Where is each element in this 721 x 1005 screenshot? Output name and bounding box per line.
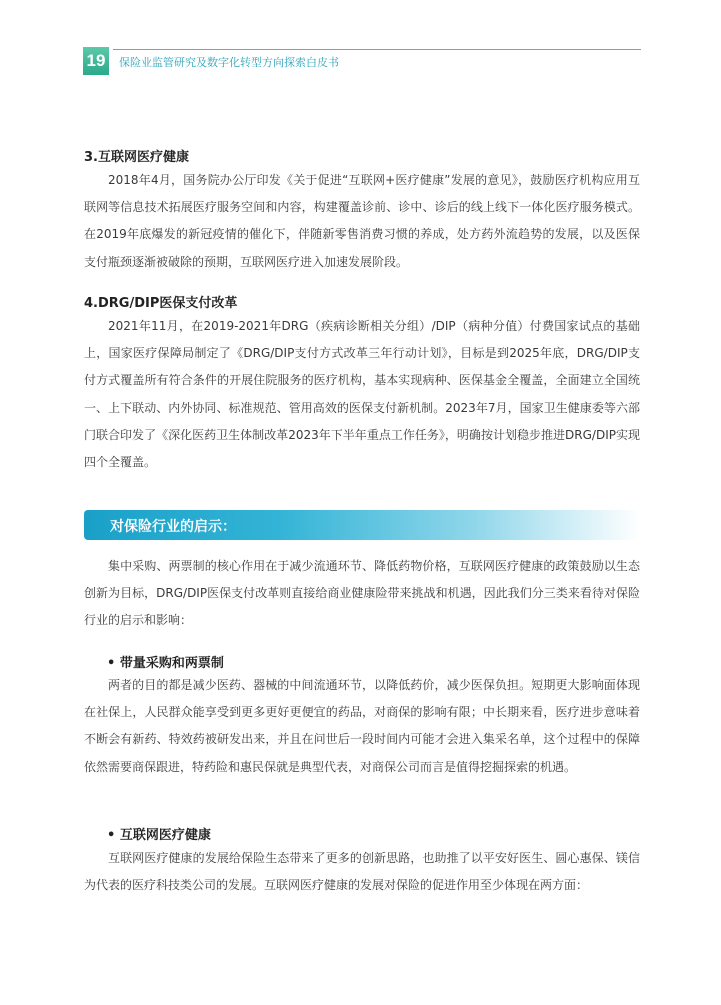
bullet-heading-procurement: • 带量采购和两票制 bbox=[107, 656, 224, 671]
paragraph-internet-medical: 2018年4月，国务院办公厅印发《关于促进“互联网+医疗健康”发展的意见》，鼓励医疗机构应用互联网等信息技术拓展医疗服务空间和内容，构建覆盖诊前、诊中、诊后的线上线下一体化医疗服务模式。在2019年底爆发的新冠疫情的催化下，伴随新零售消费习惯的养成，处方药外流趋势的发展，以及医保支付瓶颈逐渐被破除的预期，互联网医疗进入加速发展阶段。 bbox=[84, 173, 640, 269]
page-header bbox=[83, 47, 641, 75]
paragraph-internet-medical-insight: 互联网医疗健康的发展给保险生态带来了更多的创新思路，也助推了以平安好医生、圆心惠保、镁信为代表的医疗科技类公司的发展。互联网医疗健康的发展对保险的促进作用至少体现在两方面： bbox=[84, 851, 640, 893]
page-number: 19 bbox=[83, 47, 109, 75]
banner-title: 对保险行业的启示： bbox=[110, 519, 236, 535]
bullet-heading-internet-medical: • 互联网医疗健康 bbox=[107, 828, 211, 843]
header-divider bbox=[113, 49, 641, 50]
section-heading-internet-medical: 3.互联网医疗健康 bbox=[84, 150, 189, 165]
paragraph-insight-intro: 集中采购、两票制的核心作用在于减少流通环节、降低药物价格，互联网医疗健康的政策鼓励以生态创新为目标，DRG/DIP医保支付改革则直接给商业健康险带来挑战和机遇，因此我们分三类来看待对保险行业的启示和影响： bbox=[84, 559, 640, 628]
section-heading-drg-dip: 4.DRG/DIP医保支付改革 bbox=[84, 296, 238, 311]
paragraph-drg-dip: 2021年11月，在2019-2021年DRG（疾病诊断相关分组）/DIP（病种分值）付费国家试点的基础上，国家医疗保障局制定了《DRG/DIP支付方式改革三年行动计划》，目标是到2025年底，DRG/DIP支付方式覆盖所有符合条件的开展住院服务的医疗机构，基本实现病种、医保基金全覆盖，全面建立全国统一、上下联动、内外协同、标准规范、管用高效的医保支付新机制。2023年7月，国家卫生健康委等六部门联合印发了《深化医药卫生体制改革2023年下半年重点工作任务》，明确按计划稳步推进DRG/DIP实现四个全覆盖。 bbox=[84, 319, 640, 470]
insight-banner bbox=[84, 510, 640, 540]
paragraph-procurement: 两者的目的都是减少医药、器械的中间流通环节，以降低药价，减少医保负担。短期更大影响面体现在社保上，人民群众能享受到更多更好更便宜的药品，对商保的影响有限；中长期来看，医疗进步意味着不断会有新药、特效药被研发出来，并且在问世后一段时间内可能才会进入集采名单，这个过程中的保障依然需要商保跟进，特药险和惠民保就是典型代表，对商保公司而言是值得挖掘探索的机遇。 bbox=[84, 678, 640, 774]
running-title: 保险业监管研究及数字化转型方向探索白皮书 bbox=[119, 56, 339, 69]
